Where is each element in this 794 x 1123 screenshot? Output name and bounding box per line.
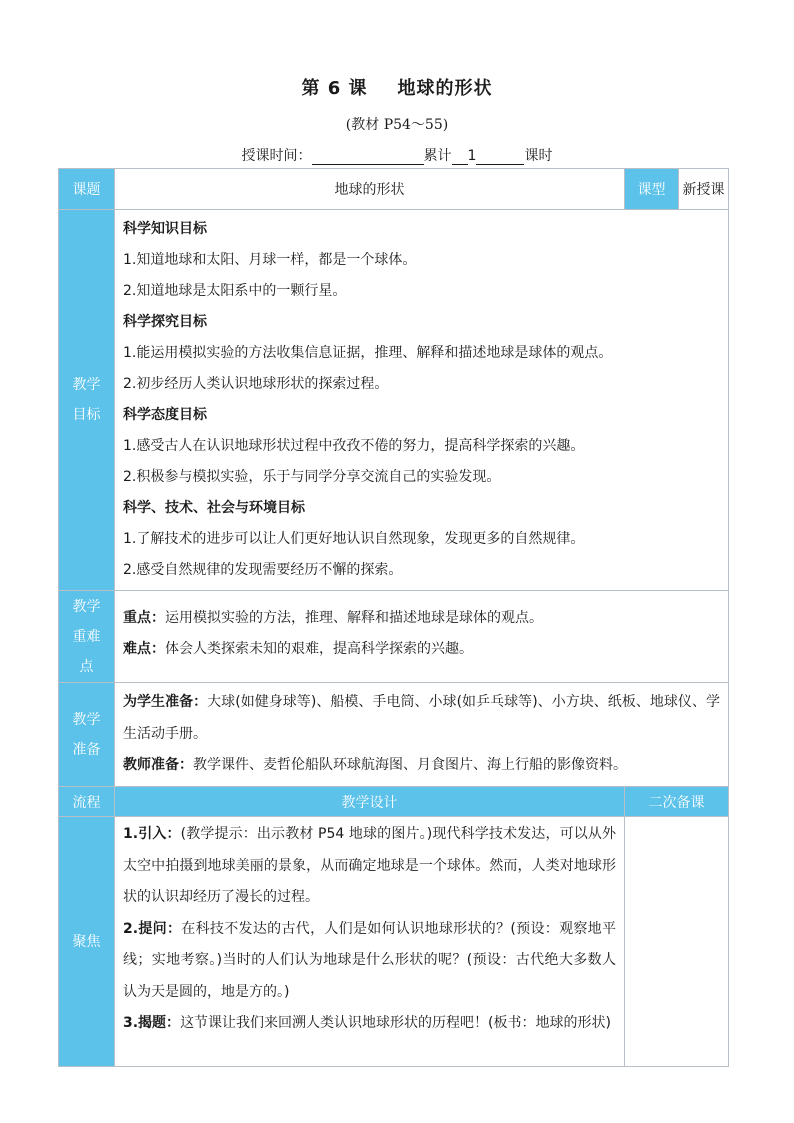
- teacher-prep: [123, 750, 720, 782]
- second-prep-cell[interactable]: [625, 817, 729, 1067]
- textbook-reference: (教材 P54～55): [345, 117, 449, 133]
- difficulty-line: [123, 634, 720, 665]
- time-label: 授课时间：: [241, 148, 312, 164]
- key-label-line2: 重难: [72, 628, 101, 645]
- total-value: 1: [467, 148, 477, 164]
- preparation-content: [115, 683, 729, 787]
- flow-header-row: [59, 787, 729, 817]
- key-label-line3: 点: [79, 658, 94, 675]
- reveal-paragraph: [123, 1008, 616, 1040]
- second-prep-header: 二次备课: [625, 787, 729, 817]
- teacher-prep-label: 教师准备：: [123, 757, 193, 773]
- unit-label: 课时: [524, 148, 553, 164]
- lesson-title-line: [0, 74, 794, 100]
- key-points-label: [59, 591, 115, 683]
- key-label-line1: 教学: [72, 598, 101, 615]
- stse-goal-item: 1.了解技术的进步可以让人们更好地认识自然现象，发现更多的自然规律。: [123, 531, 585, 547]
- total-blank-left: [452, 149, 468, 165]
- stse-goal-item: 2.感受自然规律的发现需要经历不懈的探索。: [123, 562, 403, 578]
- goals-row: [59, 210, 729, 591]
- key-points-row: [59, 591, 729, 683]
- reveal-text: 这节课让我们来回溯人类认识地球形状的历程吧！(板书：地球的形状): [180, 1015, 611, 1031]
- difficulty-text: 体会人类探索未知的艰难，提高科学探索的兴趣。: [165, 641, 473, 657]
- intro-text: (教学提示：出示教材 P54 地球的图片。)现代科学技术发达，可以从外太空中拍摄到地球美丽的景象，从而确定地球是一个球体。然而，人类对地球形状的认识却经历了漫长的过程。: [123, 826, 616, 905]
- question-paragraph: [123, 914, 616, 1009]
- topic-label: 课题: [59, 169, 115, 210]
- teacher-prep-text: 教学课件、麦哲伦船队环球航海图、月食图片、海上行船的影像资料。: [193, 757, 627, 773]
- preparation-label: [59, 683, 115, 787]
- intro-paragraph: [123, 819, 616, 914]
- focus-section-row: [59, 817, 729, 1067]
- intro-label: 1.引入：: [123, 826, 181, 842]
- student-prep: [123, 687, 720, 750]
- type-label: 课型: [625, 169, 679, 210]
- knowledge-goal-item: 1.知道地球和太阳、月球一样，都是一个球体。: [123, 252, 417, 268]
- knowledge-goal-title: 科学知识目标: [123, 221, 207, 237]
- attitude-goal-item: 1.感受古人在认识地球形状过程中孜孜不倦的努力，提高科学探索的兴趣。: [123, 438, 585, 454]
- goals-label-line2: 目标: [72, 407, 101, 423]
- prep-label-line2: 准备: [72, 741, 101, 758]
- topic-row: [59, 169, 729, 210]
- focus-section-content: [115, 817, 625, 1067]
- topic-value: 地球的形状: [115, 169, 625, 210]
- lesson-number: 第 6 课: [301, 78, 368, 99]
- total-blank-right: [476, 149, 524, 165]
- question-text: 在科技不发达的古代，人们是如何认识地球形状的？(预设：观察地平线；实地考察。)当时的人们认为地球是什么形状的呢？(预设：古代绝大多数人认为天是圆的，地是方的。): [123, 920, 616, 1000]
- student-prep-text: 大球(如健身球等)、船模、手电筒、小球(如乒乓球等)、小方块、纸板、地球仪、学生活动手册。: [123, 694, 720, 742]
- focus-text: 运用模拟实验的方法，推理、解释和描述地球是球体的观点。: [165, 610, 543, 626]
- student-prep-label: 为学生准备：: [123, 694, 208, 710]
- focus-section-label: 聚焦: [59, 817, 115, 1067]
- goals-content: [115, 210, 729, 591]
- attitude-goal-title: 科学态度目标: [123, 407, 207, 423]
- preparation-row: [59, 683, 729, 787]
- focus-label: 重点：: [123, 610, 165, 626]
- knowledge-goal-item: 2.知道地球是太阳系中的一颗行星。: [123, 283, 347, 299]
- lesson-plan-table: [58, 168, 729, 1067]
- question-label: 2.提问：: [123, 920, 182, 937]
- key-points-content: [115, 591, 729, 683]
- process-header: 流程: [59, 787, 115, 817]
- design-header: 教学设计: [115, 787, 625, 817]
- difficulty-label: 难点：: [123, 641, 165, 657]
- stse-goal-title: 科学、技术、社会与环境目标: [123, 500, 305, 516]
- attitude-goal-item: 2.积极参与模拟实验，乐于与同学分享交流自己的实验发现。: [123, 469, 501, 485]
- reveal-label: 3.揭题：: [123, 1015, 181, 1031]
- inquiry-goal-title: 科学探究目标: [123, 314, 207, 330]
- total-label: 累计: [423, 148, 452, 164]
- focus-line: [123, 603, 720, 634]
- inquiry-goal-item: 2.初步经历人类认识地球形状的探索过程。: [123, 376, 389, 392]
- goals-label-line1: 教学: [72, 377, 101, 393]
- lesson-title: 地球的形状: [397, 78, 493, 99]
- time-blank: [312, 149, 424, 165]
- type-value: 新授课: [679, 169, 729, 210]
- goals-label: [59, 210, 115, 591]
- inquiry-goal-item: 1.能运用模拟实验的方法收集信息证据，推理、解释和描述地球是球体的观点。: [123, 345, 613, 361]
- prep-label-line1: 教学: [72, 711, 101, 728]
- class-time-line: [0, 145, 794, 165]
